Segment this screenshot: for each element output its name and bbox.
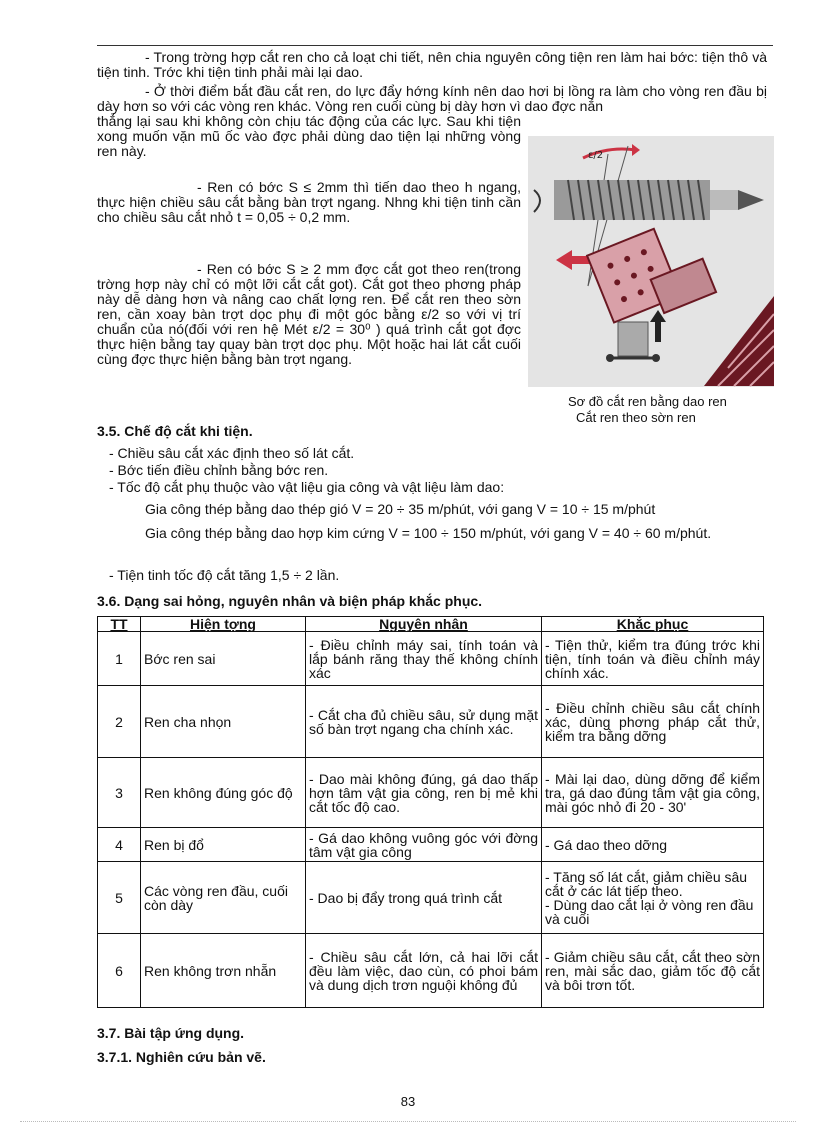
cell-index: 3 <box>98 758 141 828</box>
cutting-speed-line: - Tốc độ cắt phụ thuộc vào vật liệu gia công và vật liệu làm dao: <box>109 479 505 495</box>
carbide-speed-line: Gia công thép bằng dao hợp kim cứng V = 100 ÷ 150 m/phút, với gang V = 40 ÷ 60 m/phút. <box>145 525 712 541</box>
figure-caption-2: Cắt ren theo sờn ren <box>576 410 696 425</box>
cell-cause: - Dao bị đẩy trong quá trình cắt <box>306 862 542 934</box>
page-number: 83 <box>400 1094 416 1109</box>
cell-phenomenon: Ren không đúng góc độ <box>141 758 306 828</box>
header-rule <box>97 45 773 46</box>
cell-cause: - Điều chỉnh máy sai, tính toán và lắp bánh răng thay thế không chính xác <box>306 632 542 686</box>
table-row <box>98 686 764 758</box>
cell-cause: - Gá dao không vuông góc với đờng tâm vật gia công <box>306 828 542 862</box>
cell-phenomenon: Ren cha nhọn <box>141 686 306 758</box>
table-row <box>98 934 764 1008</box>
cutting-depth-line: - Chiều sâu cắt xác định theo số lát cắt. <box>109 445 355 461</box>
paragraph-large-pitch: - Ren có bớc S ≥ 2 mm đợc cắt got theo ren(trong trờng hợp này chỉ có một lỡi cắt cắt got). Cắt got theo phơng pháp này dễ dàng hơn và nâng cao chất lợng ren. Để cắt ren theo sờn ren, cần xoay bàn trợt dọc phụ đi một góc bằng ε/2 so với vị trí chuẩn của nó(đối với ren hệ Mét ε/2 = 30⁰ ) quá trình cắt got đợc thực hiện bằng tay quay bàn trợt dọc phụ. Một hoặc hai lát cắt cuối cùng đợc thực hiện bằng bàn trợt ngang. <box>97 261 521 367</box>
cell-remedy: - Giảm chiều sâu cắt, cắt theo sờn ren, mài sắc dao, giảm tốc độ cắt và bôi trơn tốt. <box>542 934 764 1008</box>
cell-remedy: - Mài lại dao, dùng dỡng để kiểm tra, gá dao đúng tâm vật gia công, mài góc nhỏ đi 20 - 30' <box>542 758 764 828</box>
table-row <box>98 828 764 862</box>
cell-cause: - Cắt cha đủ chiều sâu, sử dụng mặt số bàn trợt ngang cha chính xác. <box>306 686 542 758</box>
table-row <box>98 632 764 686</box>
paragraph-small-pitch: - Ren có bớc S ≤ 2mm thì tiến dao theo h ngang, thực hiện chiều sâu cắt bằng bàn trợt ngang. Nhng khi tiện tinh cần cho chiều sâu cắt nhỏ t = 0,05 ÷ 0,2 mm. <box>97 179 521 225</box>
cell-remedy: - Điều chỉnh chiều sâu cắt chính xác, dùng phơng pháp cắt thử, kiểm tra bằng dỡng <box>542 686 764 758</box>
figure-caption-1: Sơ đồ cắt ren bằng dao ren <box>568 394 727 409</box>
footer-dotted-line <box>20 1121 796 1122</box>
table-row <box>98 758 764 828</box>
header-phenomenon: Hiện tợng <box>141 617 306 632</box>
feed-line: - Bớc tiến điều chỉnh bằng bớc ren. <box>109 462 329 478</box>
cell-remedy: - Tăng số lát cắt, giảm chiều sâu cắt ở các lát tiếp theo. - Dùng dao cắt lại ở vòng ren đầu và cuối <box>542 862 764 934</box>
finish-speed-line: - Tiện tinh tốc độ cắt tăng 1,5 ÷ 2 lần. <box>109 567 340 583</box>
header-remedy: Khắc phục <box>542 617 764 632</box>
defects-table <box>97 616 764 1008</box>
angle-label: ε/2 <box>588 150 604 161</box>
heading-3-7: 3.7. Bài tập ứng dụng. <box>97 1025 245 1041</box>
table-row <box>98 862 764 934</box>
cell-phenomenon: Ren không trơn nhẵn <box>141 934 306 1008</box>
cell-index: 4 <box>98 828 141 862</box>
header-tt: TT <box>98 617 141 632</box>
cell-cause: - Chiều sâu cắt lớn, cả hai lỡi cắt đều làm việc, dao cùn, có phoi bám và dung dịch trơn nguội không đủ <box>306 934 542 1008</box>
cell-remedy: - Gá dao theo dỡng <box>542 828 764 862</box>
cell-index: 5 <box>98 862 141 934</box>
cell-index: 2 <box>98 686 141 758</box>
heading-3-6: 3.6. Dạng sai hỏng, nguyên nhân và biện pháp khắc phục. <box>97 593 483 609</box>
heading-3-7-1: 3.7.1. Nghiên cứu bản vẽ. <box>97 1049 266 1065</box>
cell-phenomenon: Bớc ren sai <box>141 632 306 686</box>
heading-3-5: 3.5. Chế độ cắt khi tiện. <box>97 423 253 439</box>
cell-cause: - Dao mài không đúng, gá dao thấp hơn tâm vật gia công, ren bị mẻ khi cắt tốc độ cao. <box>306 758 542 828</box>
cell-remedy: - Tiện thử, kiểm tra đúng trớc khi tiện, tính toán và điều chỉnh máy chính xác. <box>542 632 764 686</box>
table-header-row <box>98 617 764 632</box>
paragraph-first-thread: - Ở thời điểm bắt đầu cắt ren, do lực đẩy hớng kính nên dao hơi bị lồng ra làm cho vòng ren đầu bị dày hơn so với các vòng ren khác. Vòng ren cuối cùng bị dày hơn vì dao đợc nắn <box>97 83 767 114</box>
paragraph-rough-finish: - Trong trờng hợp cắt ren cho cả loạt chi tiết, nên chia nguyên công tiện ren làm hai bớc: tiện thô và tiện tinh. Trớc khi tiện tinh phải mài lại dao. <box>97 49 767 80</box>
paragraph-last-thread: thẳng lại sau khi không còn chịu tác động của các lực. Sau khi tiện xong muốn vặn mũ ốc vào đợc phải dùng dao tiện lại những vòng ren này. <box>97 113 521 159</box>
cell-index: 6 <box>98 934 141 1008</box>
cell-phenomenon: Các vòng ren đầu, cuối còn dày <box>141 862 306 934</box>
header-cause: Nguyên nhân <box>306 617 542 632</box>
cell-index: 1 <box>98 632 141 686</box>
cell-phenomenon: Ren bị đổ <box>141 828 306 862</box>
thread-cutting-figure <box>528 136 774 387</box>
hss-speed-line: Gia công thép bằng dao thép gió V = 20 ÷ 35 m/phút, với gang V = 10 ÷ 15 m/phút <box>145 501 656 517</box>
